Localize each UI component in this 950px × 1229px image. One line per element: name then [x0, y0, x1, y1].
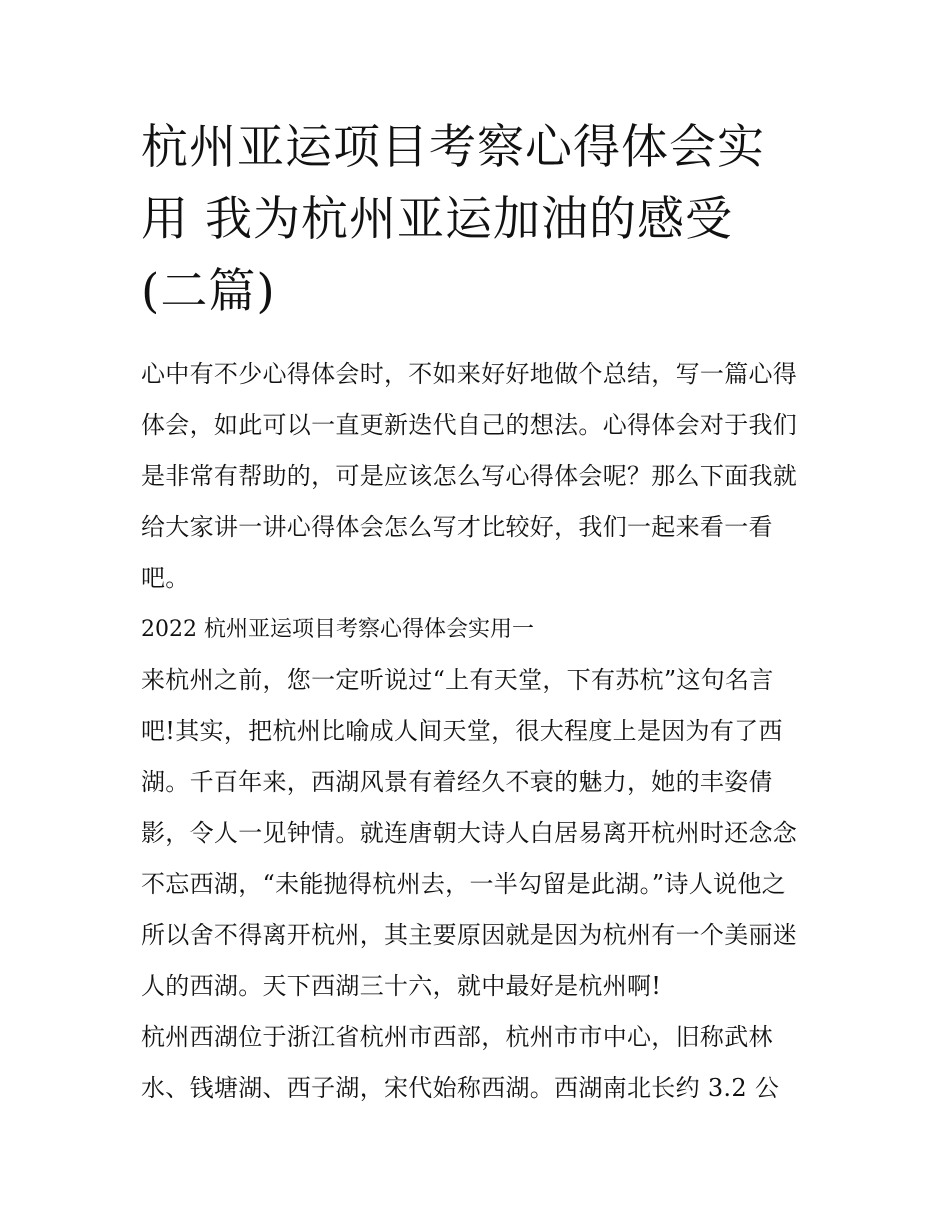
document-page — [141, 112, 813, 1114]
title-line: 杭州亚运项目考察心得体会实 — [141, 120, 765, 175]
text-line: 人的西湖。天下西湖三十六，就中最好是杭州啊! — [141, 972, 662, 1000]
text-line: 不忘西湖，“未能抛得杭州去，一半勾留是此湖。”诗人说他之 — [141, 870, 786, 898]
text-line: 体会，如此可以一直更新迭代自己的想法。心得体会对于我们 — [141, 411, 798, 439]
document-body — [141, 349, 813, 1114]
intro-paragraph — [141, 349, 813, 604]
body-paragraph-1 — [141, 655, 813, 1012]
title-line: (二篇) — [141, 264, 276, 319]
text-line: 影，令人一见钟情。就连唐朝大诗人白居易离开杭州时还念念 — [141, 819, 798, 847]
title-line: 用 我为杭州亚运加油的感受 — [141, 192, 733, 247]
section-heading: 2022 杭州亚运项目考察心得体会实用一 — [141, 617, 534, 642]
text-line: 是非常有帮助的，可是应该怎么写心得体会呢？那么下面我就 — [141, 462, 798, 490]
text-line: 水、钱塘湖、西子湖，宋代始称西湖。西湖南北长约 3.2 公 — [141, 1074, 780, 1102]
text-line: 来杭州之前，您一定听说过“上有天堂，下有苏杭”这句名言 — [141, 666, 774, 694]
text-line: 心中有不少心得体会时，不如来好好地做个总结，写一篇心得 — [141, 360, 798, 388]
text-line: 杭州西湖位于浙江省杭州市西部，杭州市市中心，旧称武林 — [141, 1023, 773, 1051]
text-line: 所以舍不得离开杭州，其主要原因就是因为杭州有一个美丽迷 — [141, 921, 798, 949]
text-line: 给大家讲一讲心得体会怎么写才比较好，我们一起来看一看 — [141, 513, 773, 541]
text-line: 湖。千百年来，西湖风景有着经久不衰的魅力，她的丰姿倩 — [141, 768, 773, 796]
text-line: 吧。 — [141, 564, 190, 592]
text-line: 吧!其实，把杭州比喻成人间天堂，很大程度上是因为有了西 — [141, 717, 783, 745]
body-paragraph-2 — [141, 1012, 813, 1114]
document-title — [141, 112, 813, 328]
